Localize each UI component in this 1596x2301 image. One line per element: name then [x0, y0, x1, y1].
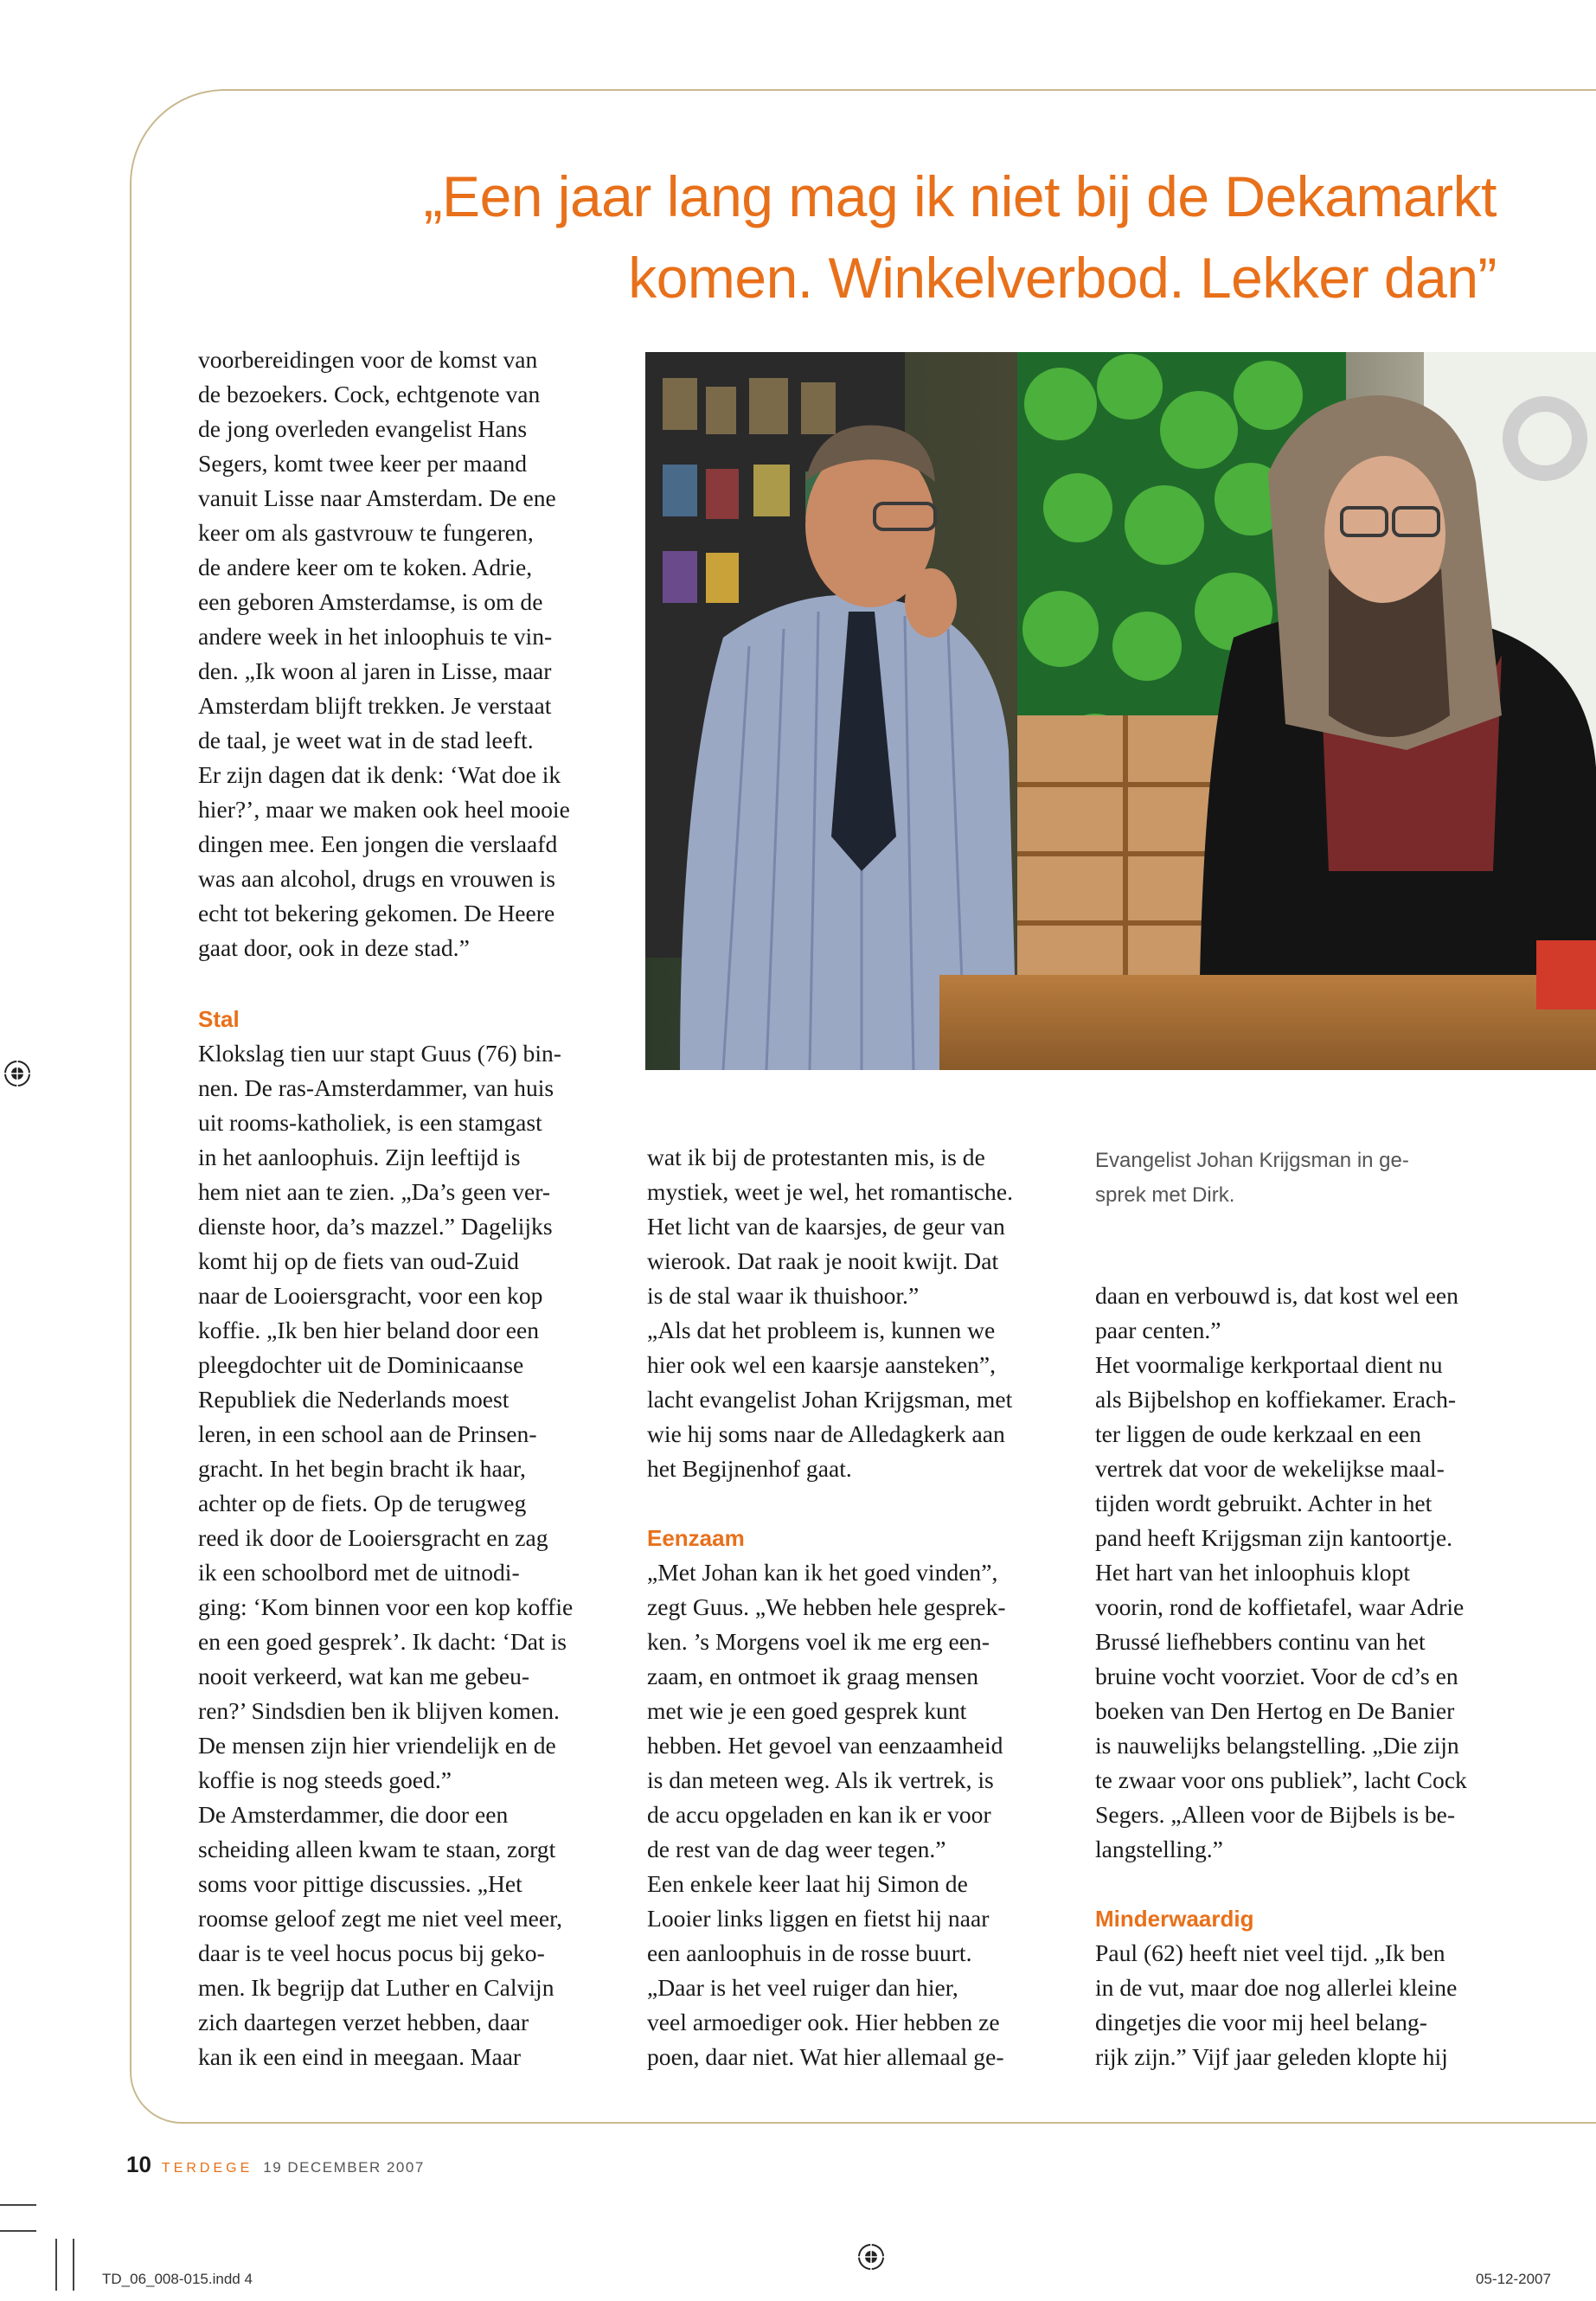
- text-line: echt tot bekering gekomen. De Heere: [198, 900, 555, 926]
- text-line: koffie is nog steeds goed.”: [198, 1766, 452, 1793]
- text-line: nen. De ras-Amsterdammer, van huis: [198, 1074, 554, 1101]
- text-line: de rest van de dag weer tegen.”: [647, 1836, 946, 1862]
- column-2-body: [647, 1555, 1062, 2074]
- crop-mark: [73, 2239, 74, 2291]
- text-line: bruine vocht voorziet. Voor de cd’s en: [1095, 1663, 1458, 1689]
- text-line: paar centen.”: [1095, 1317, 1221, 1343]
- text-line: lacht evangelist Johan Krijgsman, met: [647, 1386, 1013, 1413]
- text-line: is nauwelijks belangstelling. „Die zijn: [1095, 1732, 1459, 1759]
- text-line: voorin, rond de koffietafel, waar Adrie: [1095, 1593, 1465, 1620]
- registration-mark-icon: [856, 2242, 886, 2272]
- text-line: Amsterdam blijft trekken. Je verstaat: [198, 692, 552, 719]
- text-line: wie hij soms naar de Alledagkerk aan: [647, 1420, 1005, 1447]
- text-line: De Amsterdammer, die door een: [198, 1801, 509, 1828]
- pull-quote-line: „Een jaar lang mag ik niet bij de Dekamarkt: [423, 164, 1497, 228]
- text-line: De mensen zijn hier vriendelijk en de: [198, 1732, 556, 1759]
- text-line: hier?’, maar we maken ook heel mooie: [198, 796, 570, 823]
- text-line: een aanloophuis in de rosse buurt.: [647, 1939, 972, 1966]
- text-line: ging: ‘Kom binnen voor een kop koffie: [198, 1593, 574, 1620]
- column-1-subhead-block: [198, 1002, 613, 1036]
- column-1-body: [198, 1036, 613, 2074]
- text-line: naar de Looiersgracht, voor een kop: [198, 1282, 543, 1309]
- text-line: Er zijn dagen dat ik denk: ‘Wat doe ik: [198, 761, 561, 788]
- magazine-name: TERDEGE: [161, 2161, 253, 2176]
- text-line: de jong overleden evangelist Hans: [198, 415, 528, 442]
- text-line: vertrek dat voor de wekelijkse maal-: [1095, 1455, 1445, 1482]
- text-line: is dan meteen weg. Als ik vertrek, is: [647, 1766, 994, 1793]
- subhead-stal: Stal: [198, 1006, 240, 1032]
- column-3-subhead-block: [1095, 1901, 1510, 1936]
- text-line: was aan alcohol, drugs en vrouwen is: [198, 865, 556, 892]
- registration-mark-icon: [3, 1059, 32, 1088]
- text-line: den. „Ik woon al jaren in Lisse, maar: [198, 657, 552, 684]
- text-line: de bezoekers. Cock, echtgenote van: [198, 381, 541, 407]
- text-line: ik een schoolbord met de uitnodi-: [198, 1559, 520, 1586]
- print-slug-date: 05-12-2007: [1476, 2271, 1551, 2287]
- text-line: een geboren Amsterdamse, is om de: [198, 588, 543, 615]
- text-line: wat ik bij de protestanten mis, is de: [647, 1144, 985, 1170]
- text-line: als Bijbelshop en koffiekamer. Erach-: [1095, 1386, 1457, 1413]
- text-line: in de vut, maar doe nog allerlei kleine: [1095, 1974, 1458, 2001]
- pull-quote: [311, 156, 1497, 318]
- text-line: ter liggen de oude kerkzaal en een: [1095, 1420, 1421, 1447]
- caption-line: sprek met Dirk.: [1095, 1183, 1235, 1207]
- text-line: Republiek die Nederlands moest: [198, 1386, 510, 1413]
- text-line: hem niet aan te zien. „Da’s geen ver-: [198, 1178, 551, 1205]
- column-2-subhead-block: [647, 1521, 1062, 1555]
- text-line: „Met Johan kan ik het goed vinden”,: [647, 1559, 998, 1586]
- text-line: Een enkele keer laat hij Simon de: [647, 1870, 968, 1897]
- text-line: dienste hoor, da’s mazzel.” Dagelijks: [198, 1213, 553, 1240]
- text-line: pleegdochter uit de Dominicaanse: [198, 1351, 524, 1378]
- text-line: men. Ik begrijp dat Luther en Calvijn: [198, 1974, 554, 2001]
- text-line: Looier links liggen en fietst hij naar: [647, 1905, 990, 1932]
- text-line: daar is te veel hocus pocus bij geko-: [198, 1939, 545, 1966]
- text-line: Segers, komt twee keer per maand: [198, 450, 528, 477]
- text-line: Het licht van de kaarsjes, de geur van: [647, 1213, 1005, 1240]
- text-line: te zwaar voor ons publiek”, lacht Cock: [1095, 1766, 1467, 1793]
- text-line: keer om als gastvrouw te fungeren,: [198, 519, 534, 546]
- crop-mark: [55, 2239, 57, 2291]
- caption-line: Evangelist Johan Krijgsman in ge-: [1095, 1149, 1409, 1172]
- text-line: Paul (62) heeft niet veel tijd. „Ik ben: [1095, 1939, 1445, 1966]
- pull-quote-line: komen. Winkelverbod. Lekker dan”: [628, 246, 1497, 310]
- page-number: 10: [126, 2151, 151, 2177]
- crop-mark: [0, 2204, 36, 2206]
- text-line: komt hij op de fiets van oud-Zuid: [198, 1247, 519, 1274]
- text-line: soms voor pittige discussies. „Het: [198, 1870, 522, 1897]
- subhead-minderwaardig: Minderwaardig: [1095, 1906, 1254, 1932]
- text-line: kan ik een eind in meegaan. Maar: [198, 2043, 522, 2070]
- crop-mark: [0, 2230, 36, 2232]
- text-line: vanuit Lisse naar Amsterdam. De ene: [198, 484, 556, 511]
- text-line: met wie je een goed gesprek kunt: [647, 1697, 967, 1724]
- text-line: koffie. „Ik ben hier beland door een: [198, 1317, 540, 1343]
- text-line: mystiek, weet je wel, het romantische.: [647, 1178, 1013, 1205]
- column-3-intro: [1095, 1279, 1510, 1867]
- text-line: zich daartegen verzet hebben, daar: [198, 2009, 529, 2035]
- article-photo: [645, 352, 1596, 1070]
- text-line: achter op de fiets. Op de terugweg: [198, 1490, 527, 1516]
- text-line: scheiding alleen kwam te staan, zorgt: [198, 1836, 556, 1862]
- text-line: is de stal waar ik thuishoor.”: [647, 1282, 920, 1309]
- text-line: het Begijnenhof gaat.: [647, 1455, 852, 1482]
- column-1-intro: [198, 343, 613, 965]
- text-line: gaat door, ook in deze stad.”: [198, 934, 470, 961]
- text-line: rijk zijn.” Vijf jaar geleden klopte hij: [1095, 2043, 1448, 2070]
- text-line: ren?’ Sindsdien ben ik blijven komen.: [198, 1697, 560, 1724]
- issue-date: 19 DECEMBER 2007: [263, 2159, 425, 2176]
- text-line: daan en verbouwd is, dat kost wel een: [1095, 1282, 1458, 1309]
- text-line: en een goed gesprek’. Ik dacht: ‘Dat is: [198, 1628, 567, 1655]
- text-line: de taal, je weet wat in de stad leeft.: [198, 727, 534, 753]
- text-line: Het voormalige kerkportaal dient nu: [1095, 1351, 1443, 1378]
- text-line: ken. ’s Morgens voel ik me erg een-: [647, 1628, 990, 1655]
- text-line: reed ik door de Looiersgracht en zag: [198, 1524, 548, 1551]
- text-line: nooit verkeerd, wat kan me gebeu-: [198, 1663, 530, 1689]
- text-line: in het aanloophuis. Zijn leeftijd is: [198, 1144, 521, 1170]
- text-line: leren, in een school aan de Prinsen-: [198, 1420, 537, 1447]
- text-line: zaam, en ontmoet ik graag mensen: [647, 1663, 979, 1689]
- text-line: wierook. Dat raak je nooit kwijt. Dat: [647, 1247, 999, 1274]
- text-line: „Als dat het probleem is, kunnen we: [647, 1317, 996, 1343]
- text-line: dingen mee. Een jongen die verslaafd: [198, 830, 558, 857]
- photo-caption: [1095, 1144, 1502, 1213]
- text-line: de accu opgeladen en kan ik er voor: [647, 1801, 991, 1828]
- text-line: boeken van Den Hertog en De Banier: [1095, 1697, 1455, 1724]
- text-line: zegt Guus. „We hebben hele gesprek-: [647, 1593, 1006, 1620]
- text-line: veel armoediger ook. Hier hebben ze: [647, 2009, 1000, 2035]
- page-folio: [126, 2151, 425, 2178]
- print-slug-file: TD_06_008-015.indd 4: [102, 2271, 253, 2287]
- text-line: gracht. In het begin bracht ik haar,: [198, 1455, 526, 1482]
- text-line: voorbereidingen voor de komst van: [198, 346, 538, 373]
- text-line: langstelling.”: [1095, 1836, 1223, 1862]
- text-line: Segers. „Alleen voor de Bijbels is be-: [1095, 1801, 1456, 1828]
- text-line: roomse geloof zegt me niet veel meer,: [198, 1905, 563, 1932]
- text-line: Klokslag tien uur stapt Guus (76) bin-: [198, 1040, 561, 1067]
- text-line: tijden wordt gebruikt. Achter in het: [1095, 1490, 1433, 1516]
- text-line: dingetjes die voor mij heel belang-: [1095, 2009, 1427, 2035]
- text-line: hier ook wel een kaarsje aansteken”,: [647, 1351, 996, 1378]
- photo-illustration: [645, 352, 1596, 1070]
- text-line: Brussé liefhebbers continu van het: [1095, 1628, 1426, 1655]
- column-2-intro: [647, 1140, 1062, 1486]
- text-line: „Daar is het veel ruiger dan hier,: [647, 1974, 958, 2001]
- text-line: de andere keer om te koken. Adrie,: [198, 554, 533, 580]
- column-3-body: [1095, 1936, 1510, 2074]
- text-line: Het hart van het inloophuis klopt: [1095, 1559, 1411, 1586]
- text-line: pand heeft Krijgsman zijn kantoortje.: [1095, 1524, 1453, 1551]
- text-line: poen, daar niet. Wat hier allemaal ge-: [647, 2043, 1004, 2070]
- text-line: andere week in het inloophuis te vin-: [198, 623, 553, 650]
- text-line: uit rooms-katholiek, is een stamgast: [198, 1109, 542, 1136]
- subhead-eenzaam: Eenzaam: [647, 1525, 745, 1551]
- text-line: hebben. Het gevoel van eenzaamheid: [647, 1732, 1003, 1759]
